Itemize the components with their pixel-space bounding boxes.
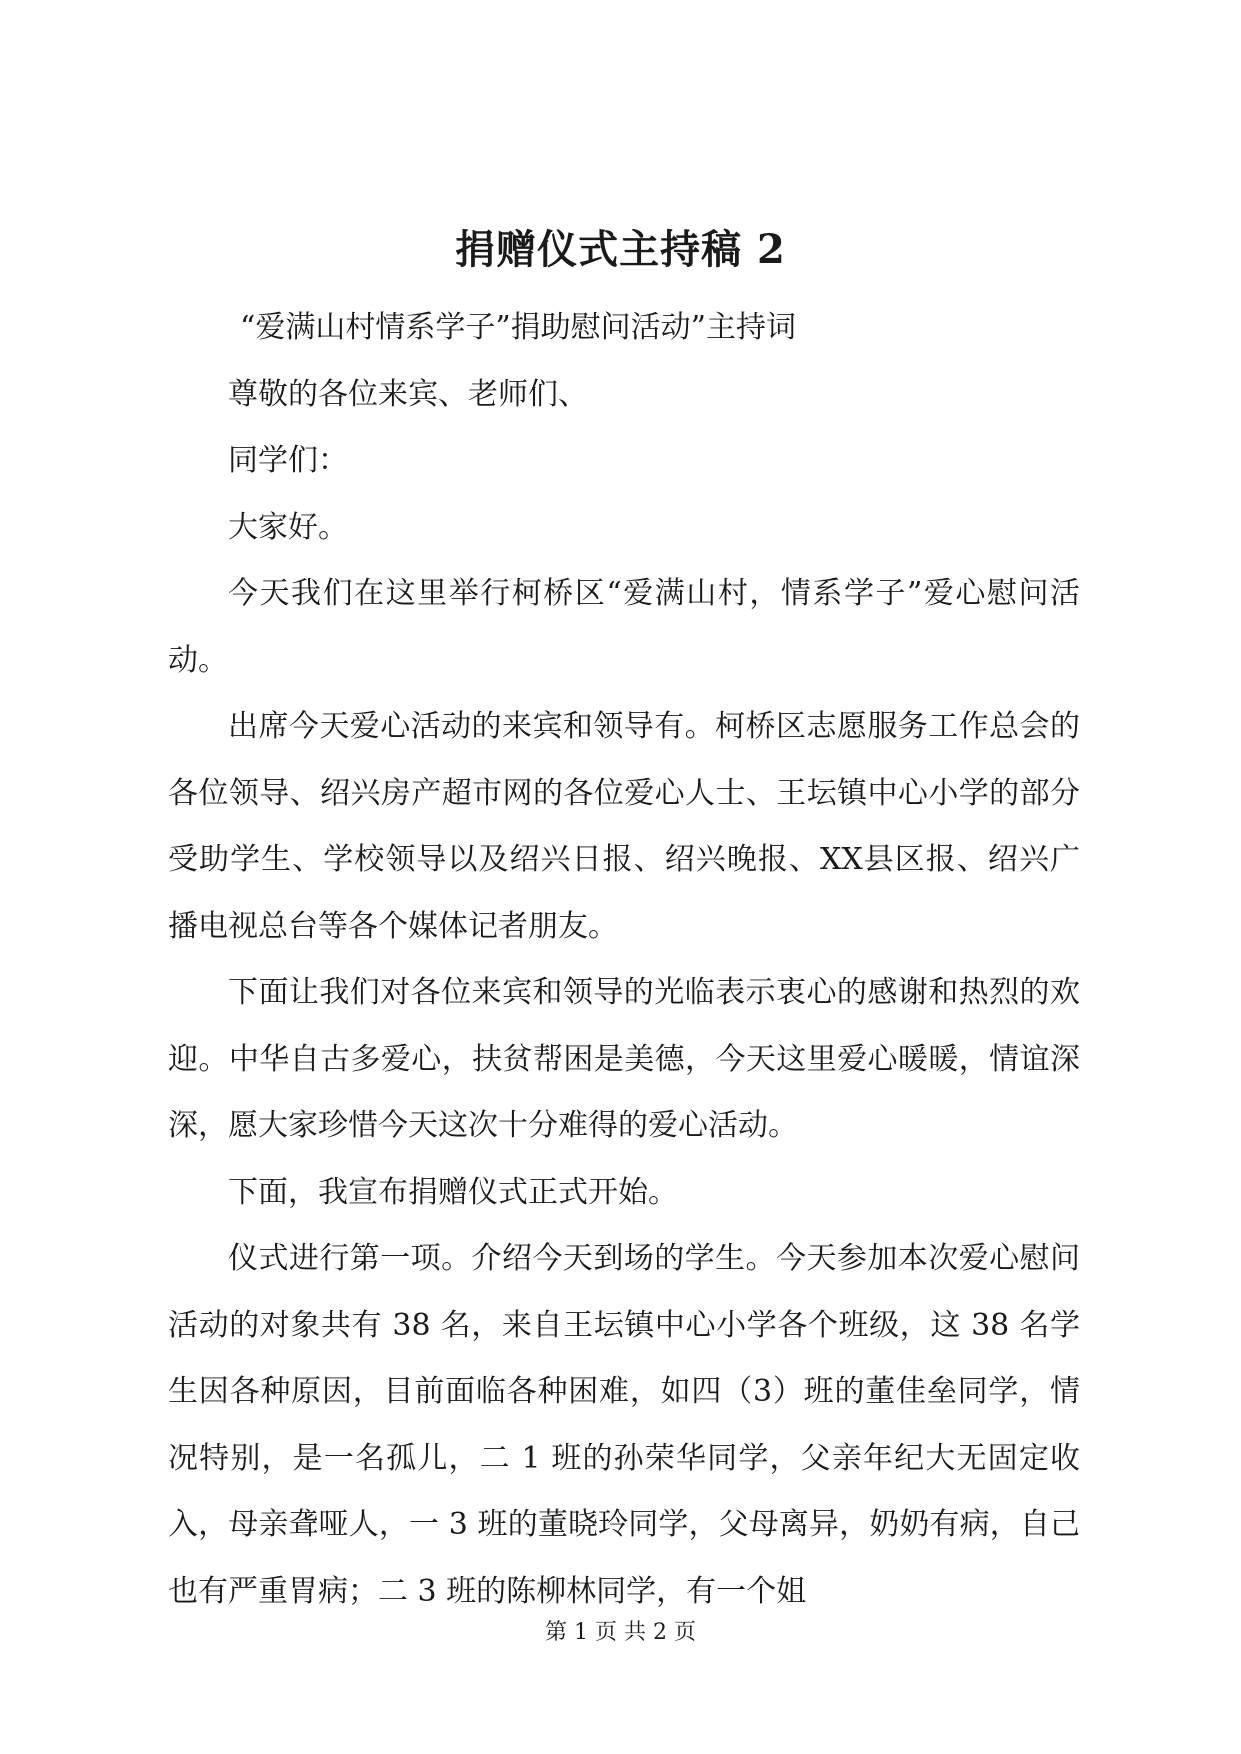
subtitle-paragraph: “爱满山村情系学子”捐助慰问活动”主持词: [240, 310, 797, 345]
body-paragraph: 下面，我宣布捐赠仪式正式开始。: [228, 1174, 678, 1210]
salutation-paragraph: 同学们：: [228, 443, 348, 478]
document-title: 捐赠仪式主持稿 2: [455, 226, 786, 273]
document-body: [168, 295, 1080, 1625]
salutation-paragraph: 尊敬的各位来宾、老师们、: [228, 376, 588, 412]
body-paragraph: 出席今天爱心活动的来宾和领导有。柯桥区志愿服务工作总会的各位领导、绍兴房产超市网的各位爱心人士、王坛镇中心小学的部分受助学生、学校领导以及绍兴日报、绍兴晚报、XX县区报、绍兴广播电视总台等各个媒体记者朋友。: [168, 709, 1080, 944]
greeting-paragraph: 大家好。: [228, 509, 348, 545]
page-footer: 第 1 页 共 2 页: [545, 1620, 696, 1645]
body-paragraph: 仪式进行第一项。介绍今天到场的学生。今天参加本次爱心慰问活动的对象共有 38 名，来自王坛镇中心小学各个班级，这 38 名学生因各种原因，目前面临各种困难，如四（3）班的董佳垒同学，情况特别，是一名孤儿，二 1 班的孙荣华同学，父亲年纪大无固定收入，母亲聋哑人，一 3 班的董晓玲同学，父母离异，奶奶有病，自己也有严重胃病；二 3 班的陈柳林同学，有一个姐: [168, 1241, 1080, 1609]
body-paragraph: 今天我们在这里举行柯桥区“爱满山村，情系学子”爱心慰问活动。: [168, 576, 1080, 678]
body-paragraph: 下面让我们对各位来宾和领导的光临表示衷心的感谢和热烈的欢迎。中华自古多爱心，扶贫帮困是美德，今天这里爱心暖暖，情谊深深，愿大家珍惜今天这次十分难得的爱心活动。: [168, 975, 1080, 1143]
